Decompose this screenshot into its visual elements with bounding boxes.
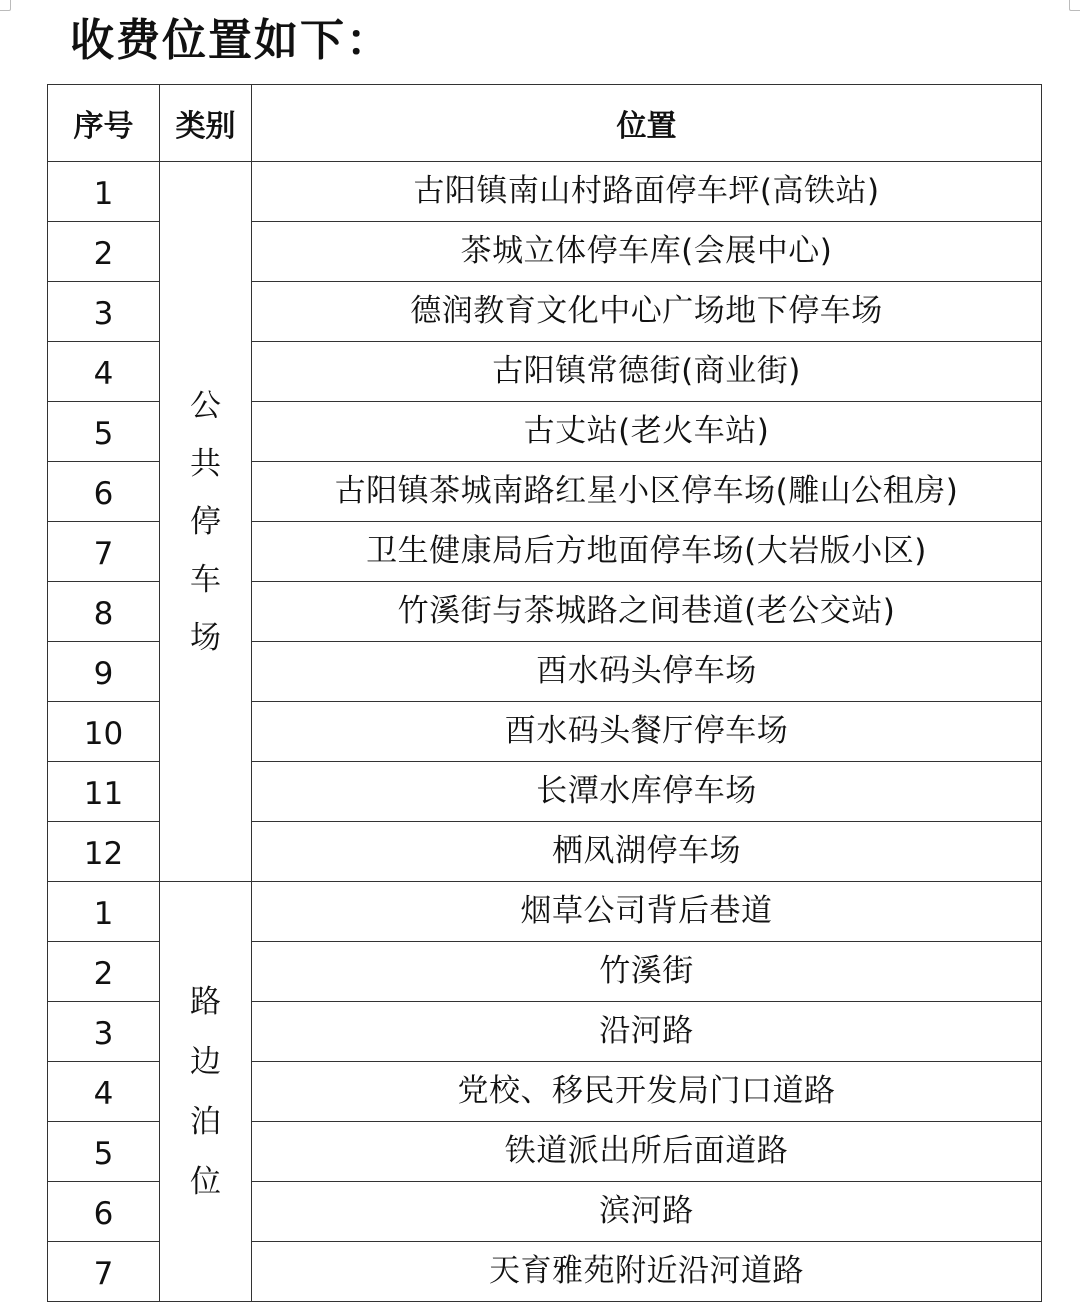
location-cell: 烟草公司背后巷道 [252, 882, 1042, 942]
location-cell: 天育雅苑附近沿河道路 [252, 1242, 1042, 1302]
header-category: 类别 [160, 85, 252, 162]
header-no: 序号 [48, 85, 160, 162]
row-number: 9 [48, 642, 160, 702]
table-body [48, 162, 1042, 1302]
row-number: 2 [48, 942, 160, 1002]
location-cell: 卫生健康局后方地面停车场(大岩版小区) [252, 522, 1042, 582]
location-cell: 德润教育文化中心广场地下停车场 [252, 282, 1042, 342]
row-number: 12 [48, 822, 160, 882]
location-cell: 党校、移民开发局门口道路 [252, 1062, 1042, 1122]
row-number: 3 [48, 1002, 160, 1062]
row-number: 7 [48, 1242, 160, 1302]
page-corner-mark-right [1069, 0, 1080, 11]
row-number: 5 [48, 402, 160, 462]
category-cell [160, 162, 252, 882]
location-cell: 古丈站(老火车站) [252, 402, 1042, 462]
location-cell: 酉水码头停车场 [252, 642, 1042, 702]
location-cell: 古阳镇常德街(商业街) [252, 342, 1042, 402]
category-label: 路边泊位 [190, 983, 221, 1200]
row-number: 4 [48, 1062, 160, 1122]
location-cell: 竹溪街与茶城路之间巷道(老公交站) [252, 582, 1042, 642]
location-cell: 茶城立体停车库(会展中心) [252, 222, 1042, 282]
row-number: 3 [48, 282, 160, 342]
row-number: 6 [48, 462, 160, 522]
location-cell: 栖凤湖停车场 [252, 822, 1042, 882]
category-cell [160, 882, 252, 1302]
row-number: 6 [48, 1182, 160, 1242]
header-location: 位置 [252, 85, 1042, 162]
location-cell: 滨河路 [252, 1182, 1042, 1242]
table-row [48, 162, 1042, 222]
page-title: 收费位置如下： [70, 15, 392, 66]
location-cell: 古阳镇南山村路面停车坪(高铁站) [252, 162, 1042, 222]
row-number: 1 [48, 162, 160, 222]
page-corner-mark-left [0, 0, 11, 11]
location-cell: 铁道派出所后面道路 [252, 1122, 1042, 1182]
location-cell: 古阳镇茶城南路红星小区停车场(雕山公租房) [252, 462, 1042, 522]
row-number: 8 [48, 582, 160, 642]
location-cell: 竹溪街 [252, 942, 1042, 1002]
location-cell: 沿河路 [252, 1002, 1042, 1062]
row-number: 1 [48, 882, 160, 942]
category-label: 公共停车场 [190, 387, 221, 656]
row-number: 4 [48, 342, 160, 402]
row-number: 7 [48, 522, 160, 582]
location-cell: 酉水码头餐厅停车场 [252, 702, 1042, 762]
row-number: 2 [48, 222, 160, 282]
fee-location-table [47, 84, 1042, 1302]
row-number: 10 [48, 702, 160, 762]
location-cell: 长潭水库停车场 [252, 762, 1042, 822]
row-number: 11 [48, 762, 160, 822]
row-number: 5 [48, 1122, 160, 1182]
table-header [48, 85, 1042, 162]
table-row [48, 882, 1042, 942]
